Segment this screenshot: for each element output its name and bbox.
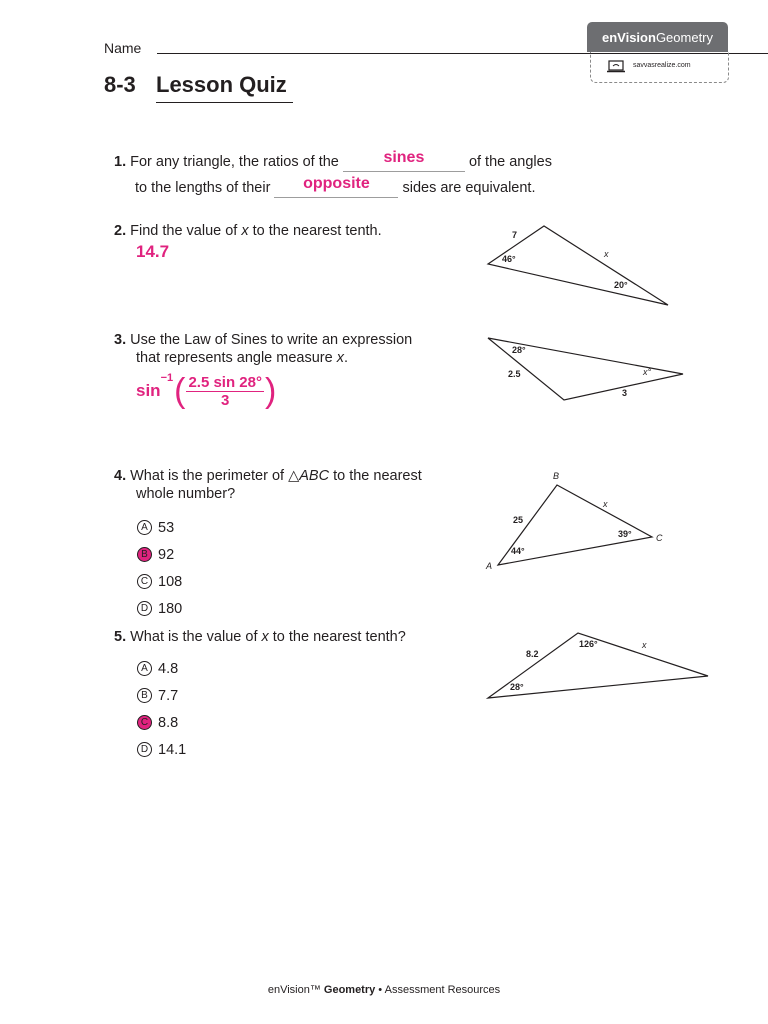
choice-value: 4.8 bbox=[158, 660, 179, 677]
question-text: to the nearest tenth? bbox=[268, 629, 406, 645]
choice-value: 108 bbox=[158, 573, 183, 590]
footer-product: Geometry bbox=[323, 984, 376, 996]
answer-text: opposite bbox=[303, 175, 370, 192]
answer-text: 14.7 bbox=[136, 242, 170, 261]
question-text: . bbox=[343, 350, 348, 366]
side-label: x bbox=[603, 499, 608, 509]
choice-d[interactable] bbox=[137, 736, 186, 763]
choice-bubble-selected[interactable]: B bbox=[137, 547, 152, 562]
choice-bubble[interactable]: A bbox=[137, 520, 152, 535]
angle-label: x° bbox=[643, 367, 652, 377]
choice-value: 14.1 bbox=[158, 741, 187, 758]
side-label: 25 bbox=[513, 515, 524, 525]
answer-expression bbox=[136, 370, 276, 412]
vertex-label: C bbox=[656, 533, 663, 543]
question-text: to the nearest tenth. bbox=[248, 223, 382, 239]
question-3 bbox=[114, 331, 412, 367]
question-variable: x bbox=[336, 350, 344, 366]
question-number: 4. bbox=[114, 468, 127, 484]
question-text: that represents angle measure bbox=[136, 350, 337, 366]
question-text: Use the Law of Sines to write an expression bbox=[130, 332, 413, 348]
answer-function: sin bbox=[136, 381, 161, 400]
question-number: 2. bbox=[114, 223, 127, 239]
angle-label: 44° bbox=[511, 546, 525, 556]
triangle-figure-q2 bbox=[480, 220, 680, 310]
angle-label: 28° bbox=[510, 682, 524, 692]
question-text: of the angles bbox=[468, 154, 552, 170]
choice-list bbox=[137, 514, 182, 622]
question-1 bbox=[114, 149, 634, 198]
choice-bubble[interactable]: D bbox=[137, 601, 152, 616]
angle-label: 28° bbox=[512, 345, 526, 355]
side-label: x bbox=[642, 640, 647, 650]
side-label: 2.5 bbox=[508, 369, 521, 379]
question-4 bbox=[114, 467, 422, 503]
choice-list bbox=[137, 655, 186, 763]
triangle-figure-q5 bbox=[480, 628, 715, 703]
answer-text: sines bbox=[383, 149, 425, 166]
triangle-figure-q3 bbox=[480, 332, 690, 407]
answer-denominator: 3 bbox=[221, 391, 230, 409]
side-label: 3 bbox=[622, 388, 628, 398]
triangle-name: ABC bbox=[299, 468, 330, 484]
footer-suffix: Assessment Resources bbox=[384, 984, 501, 996]
choice-b[interactable] bbox=[137, 682, 186, 709]
triangle-symbol: △ bbox=[288, 468, 300, 484]
choice-bubble[interactable]: A bbox=[137, 661, 152, 676]
angle-label: 126° bbox=[579, 639, 598, 649]
question-text: For any triangle, the ratios of the bbox=[130, 154, 339, 170]
choice-value: 53 bbox=[158, 519, 175, 536]
realize-link[interactable]: savvasrealize.com bbox=[633, 62, 691, 69]
left-paren: ( bbox=[174, 372, 186, 410]
question-text: to the lengths of their bbox=[135, 180, 271, 196]
question-text: whole number? bbox=[136, 486, 236, 502]
question-text: What is the value of bbox=[130, 629, 262, 645]
choice-value: 7.7 bbox=[158, 687, 179, 704]
lesson-title: Lesson Quiz bbox=[156, 72, 287, 97]
brand-logo bbox=[587, 22, 728, 52]
side-label: x bbox=[604, 249, 609, 259]
answer-numerator: 2.5 sin 28° bbox=[188, 373, 262, 391]
vertex-label: B bbox=[553, 471, 560, 481]
question-number: 5. bbox=[114, 629, 127, 645]
answer-blank[interactable] bbox=[343, 149, 465, 172]
choice-value: 180 bbox=[158, 600, 183, 617]
name-label: Name bbox=[104, 40, 142, 56]
laptop-icon bbox=[606, 60, 626, 73]
choice-bubble[interactable]: B bbox=[137, 688, 152, 703]
angle-label: 39° bbox=[618, 529, 632, 539]
choice-value: 8.8 bbox=[158, 714, 179, 731]
choice-c[interactable] bbox=[137, 709, 186, 736]
answer-exponent: −1 bbox=[160, 372, 174, 384]
choice-b[interactable] bbox=[137, 541, 182, 568]
choice-value: 92 bbox=[158, 546, 175, 563]
question-variable: x bbox=[241, 223, 249, 239]
choice-bubble[interactable]: D bbox=[137, 742, 152, 757]
side-label: 8.2 bbox=[526, 649, 539, 659]
triangle-figure-q4 bbox=[480, 465, 680, 575]
question-text: to the nearest bbox=[329, 468, 422, 484]
footer-brand: enVision™ bbox=[267, 984, 324, 996]
footer-separator: • bbox=[375, 984, 385, 996]
choice-bubble[interactable]: C bbox=[137, 574, 152, 589]
choice-bubble-selected[interactable]: C bbox=[137, 715, 152, 730]
question-text: What is the perimeter of bbox=[130, 468, 289, 484]
question-2 bbox=[114, 222, 382, 240]
choice-d[interactable] bbox=[137, 595, 182, 622]
brand-suffix: Geometry bbox=[655, 29, 714, 45]
choice-c[interactable] bbox=[137, 568, 182, 595]
brand-prefix: enVision bbox=[601, 29, 656, 45]
question-5 bbox=[114, 628, 406, 646]
choice-a[interactable] bbox=[137, 655, 186, 682]
choice-a[interactable] bbox=[137, 514, 182, 541]
right-paren: ) bbox=[264, 372, 277, 410]
side-label: 7 bbox=[512, 230, 518, 240]
lesson-number: 8-3 bbox=[104, 72, 136, 97]
question-text: sides are equivalent. bbox=[402, 180, 536, 196]
angle-label: 20° bbox=[614, 280, 628, 290]
question-number: 1. bbox=[114, 154, 127, 170]
angle-label: 46° bbox=[502, 254, 516, 264]
question-variable: x bbox=[261, 629, 269, 645]
answer-blank[interactable] bbox=[274, 175, 398, 198]
title-underline bbox=[156, 102, 293, 103]
page-footer bbox=[0, 984, 768, 996]
answer-fraction bbox=[186, 374, 264, 409]
vertex-label: A bbox=[486, 561, 493, 571]
question-number: 3. bbox=[114, 332, 127, 348]
question-text: Find the value of bbox=[130, 223, 242, 239]
